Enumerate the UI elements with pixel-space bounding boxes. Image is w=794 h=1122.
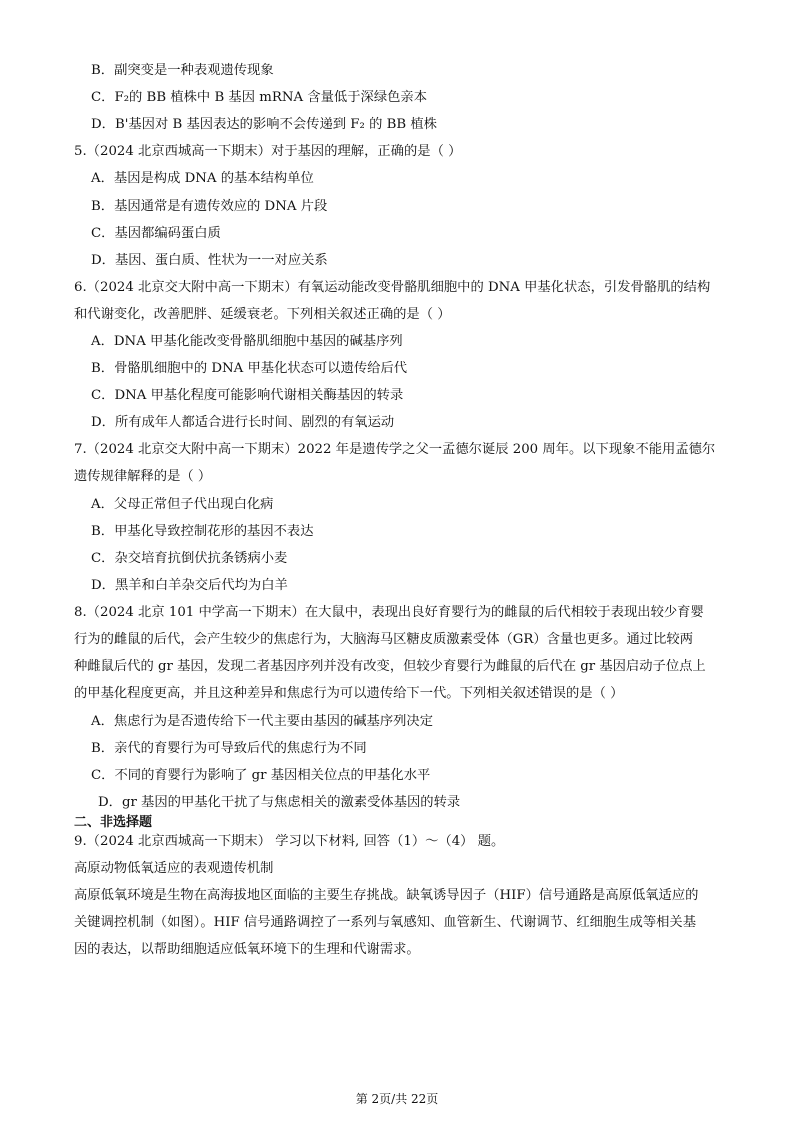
option-line: C．F₂的 BB 植株中 B 基因 mRNA 含量低于深绿色亲本 [91, 90, 428, 105]
option-line: A．父母正常但子代出现白化病 [91, 497, 274, 512]
option-line: C．基因都编码蛋白质 [91, 226, 221, 241]
option-line: B．副突变是一种表观遗传现象 [91, 63, 274, 78]
option-line: C．DNA 甲基化程度可能影响代谢相关酶基因的转录 [91, 388, 404, 403]
question-text-line: 的甲基化程度更高，并且这种差异和焦虑行为可以遗传给下一代。下列相关叙述错误的是（ ） [74, 686, 624, 701]
paragraph-line: 因的表达，以帮助细胞适应低氧环境下的生理和代谢需求。 [74, 942, 420, 957]
question-text-line: 行为的雌鼠的后代，会产生较少的焦虑行为，大脑海马区糖皮质激素受体（GR）含量也更多。通过比较两 [74, 632, 693, 647]
question-text-line: 5.（2024 北京西城高一下期末）对于基因的理解，正确的是（ ） [74, 144, 462, 159]
question-text-line: 8.（2024 北京 101 中学高一下期末）在大鼠中，表现出良好育婴行为的雌鼠的后代相较于表现出较少育婴 [74, 605, 704, 620]
section-heading: 二、非选择题 [74, 815, 153, 830]
option-line: A．基因是构成 DNA 的基本结构单位 [91, 171, 314, 186]
option-line: D．黑羊和白羊杂交后代均为白羊 [91, 578, 288, 593]
option-line: A．DNA 甲基化能改变骨骼肌细胞中基因的碱基序列 [91, 334, 403, 349]
question-text-line: 种雌鼠后代的 gr 基因，发现二者基因序列并没有改变，但较少育婴行为雌鼠的后代在 gr 基因启动子位点上 [74, 659, 706, 674]
option-line: D．B'基因对 B 基因表达的影响不会传递到 F₂ 的 BB 植株 [91, 117, 437, 132]
question-text-line: 和代谢变化，改善肥胖、延缓衰老。下列相关叙述正确的是（ ） [74, 307, 451, 322]
option-line: D．所有成年人都适合进行长时间、剧烈的有氧运动 [91, 415, 395, 430]
option-line: B．骨骼肌细胞中的 DNA 甲基化状态可以遗传给后代 [91, 361, 408, 376]
page-footer: 第 2页/共 22页 [355, 1092, 439, 1106]
question-text-line: 7.（2024 北京交大附中高一下期末）2022 年是遗传学之父一孟德尔诞辰 200 周年。以下现象不能用孟德尔 [74, 442, 716, 457]
option-line: D．gr 基因的甲基化干扰了与焦虑相关的激素受体基因的转录 [98, 795, 461, 810]
paragraph-line: 高原动物低氧适应的表观遗传机制 [74, 861, 274, 876]
option-line: D．基因、蛋白质、性状为一一对应关系 [91, 253, 328, 268]
question-text-line: 6.（2024 北京交大附中高一下期末）有氧运动能改变骨骼肌细胞中的 DNA 甲基化状态，引发骨骼肌的结构 [74, 280, 711, 295]
option-line: B．亲代的育婴行为可导致后代的焦虑行为不同 [91, 741, 367, 756]
question-text-line: 遗传规律解释的是（ ） [74, 469, 212, 484]
option-line: B．基因通常是有遗传效应的 DNA 片段 [91, 199, 328, 214]
paragraph-line: 高原低氧环境是生物在高海拔地区面临的主要生存挑战。缺氧诱导因子（HIF）信号通路是高原低氧适应的 [74, 888, 699, 903]
paragraph-line: 关键调控机制（如图）。HIF 信号通路调控了一系列与氧感知、血管新生、代谢调节、红细胞生成等相关基 [74, 915, 697, 930]
option-line: C．杂交培育抗倒伏抗条锈病小麦 [91, 551, 288, 566]
option-line: A．焦虑行为是否遗传给下一代主要由基因的碱基序列决定 [91, 714, 434, 729]
question-text-line: 9.（2024 北京西城高一下期末） 学习以下材料, 回答（1）～（4） 题。 [74, 834, 505, 849]
option-line: B．甲基化导致控制花形的基因不表达 [91, 524, 314, 539]
option-line: C．不同的育婴行为影响了 gr 基因相关位点的甲基化水平 [91, 768, 431, 783]
